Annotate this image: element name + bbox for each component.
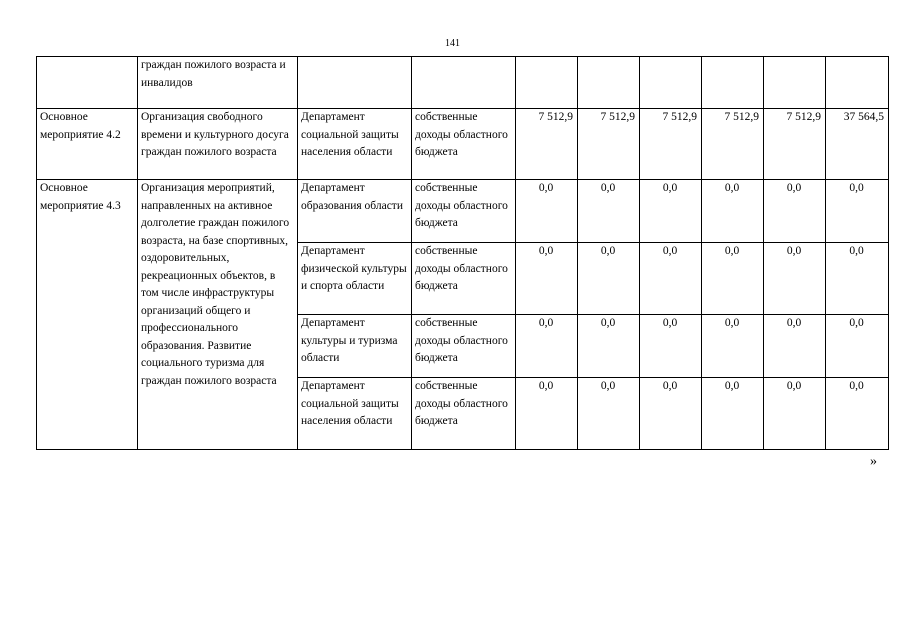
value-cell: 7 512,9 (702, 109, 764, 180)
table-row (37, 57, 889, 109)
executor-cell: Департамент физической культуры и спорта области (298, 243, 412, 315)
budget-table (36, 56, 889, 450)
value-cell: 0,0 (764, 378, 826, 450)
activity-cell: Основное мероприятие 4.2 (37, 109, 138, 180)
value-cell: 0,0 (516, 378, 578, 450)
funding-source-cell: собственные доходы областного бюджета (412, 243, 516, 315)
value-cell: 0,0 (640, 378, 702, 450)
activity-cell (37, 57, 138, 109)
value-cell: 0,0 (764, 315, 826, 378)
value-cell: 7 512,9 (640, 109, 702, 180)
total-value-cell: 37 564,5 (826, 109, 889, 180)
executor-cell: Департамент социальной защиты населения области (298, 378, 412, 450)
value-cell: 0,0 (764, 243, 826, 315)
value-cell: 0,0 (578, 315, 640, 378)
total-value-cell: 0,0 (826, 180, 889, 243)
value-cell (702, 57, 764, 109)
funding-source-cell: собственные доходы областного бюджета (412, 180, 516, 243)
total-value-cell: 0,0 (826, 243, 889, 315)
value-cell: 7 512,9 (764, 109, 826, 180)
executor-cell: Департамент образования области (298, 180, 412, 243)
value-cell: 7 512,9 (578, 109, 640, 180)
executor-cell: Департамент культуры и туризма области (298, 315, 412, 378)
value-cell: 0,0 (578, 180, 640, 243)
value-cell: 0,0 (516, 315, 578, 378)
table-row (37, 180, 889, 243)
page-number: 141 (445, 38, 460, 49)
value-cell: 0,0 (578, 378, 640, 450)
value-cell: 7 512,9 (516, 109, 578, 180)
executor-cell: Департамент социальной защиты населения области (298, 109, 412, 180)
value-cell: 0,0 (702, 180, 764, 243)
activity-cell: Основное мероприятие 4.3 (37, 180, 138, 450)
description-cell: граждан пожилого возраста и инвалидов (138, 57, 298, 109)
total-value-cell: 0,0 (826, 378, 889, 450)
description-cell: Организация свободного времени и культурного досуга граждан пожилого возраста (138, 109, 298, 180)
value-cell: 0,0 (516, 243, 578, 315)
closing-quote-mark: » (870, 454, 877, 469)
value-cell: 0,0 (640, 180, 702, 243)
value-cell (764, 57, 826, 109)
table-row (37, 109, 889, 180)
value-cell: 0,0 (702, 243, 764, 315)
value-cell: 0,0 (702, 378, 764, 450)
executor-cell (298, 57, 412, 109)
value-cell (826, 57, 889, 109)
value-cell: 0,0 (640, 315, 702, 378)
value-cell: 0,0 (578, 243, 640, 315)
value-cell (516, 57, 578, 109)
description-cell: Организация мероприятий, направленных на активное долголетие граждан пожилого возраста, на базе спортивных, оздоровительных, рекреационных объектов, в том числе инфраструктуры организаций общего и профессионального образования. Развитие социального туризма для граждан пожилого возраста (138, 180, 298, 450)
value-cell (640, 57, 702, 109)
value-cell: 0,0 (764, 180, 826, 243)
funding-source-cell: собственные доходы областного бюджета (412, 109, 516, 180)
total-value-cell: 0,0 (826, 315, 889, 378)
value-cell: 0,0 (640, 243, 702, 315)
value-cell (578, 57, 640, 109)
funding-source-cell: собственные доходы областного бюджета (412, 315, 516, 378)
value-cell: 0,0 (516, 180, 578, 243)
funding-source-cell (412, 57, 516, 109)
value-cell: 0,0 (702, 315, 764, 378)
funding-source-cell: собственные доходы областного бюджета (412, 378, 516, 450)
